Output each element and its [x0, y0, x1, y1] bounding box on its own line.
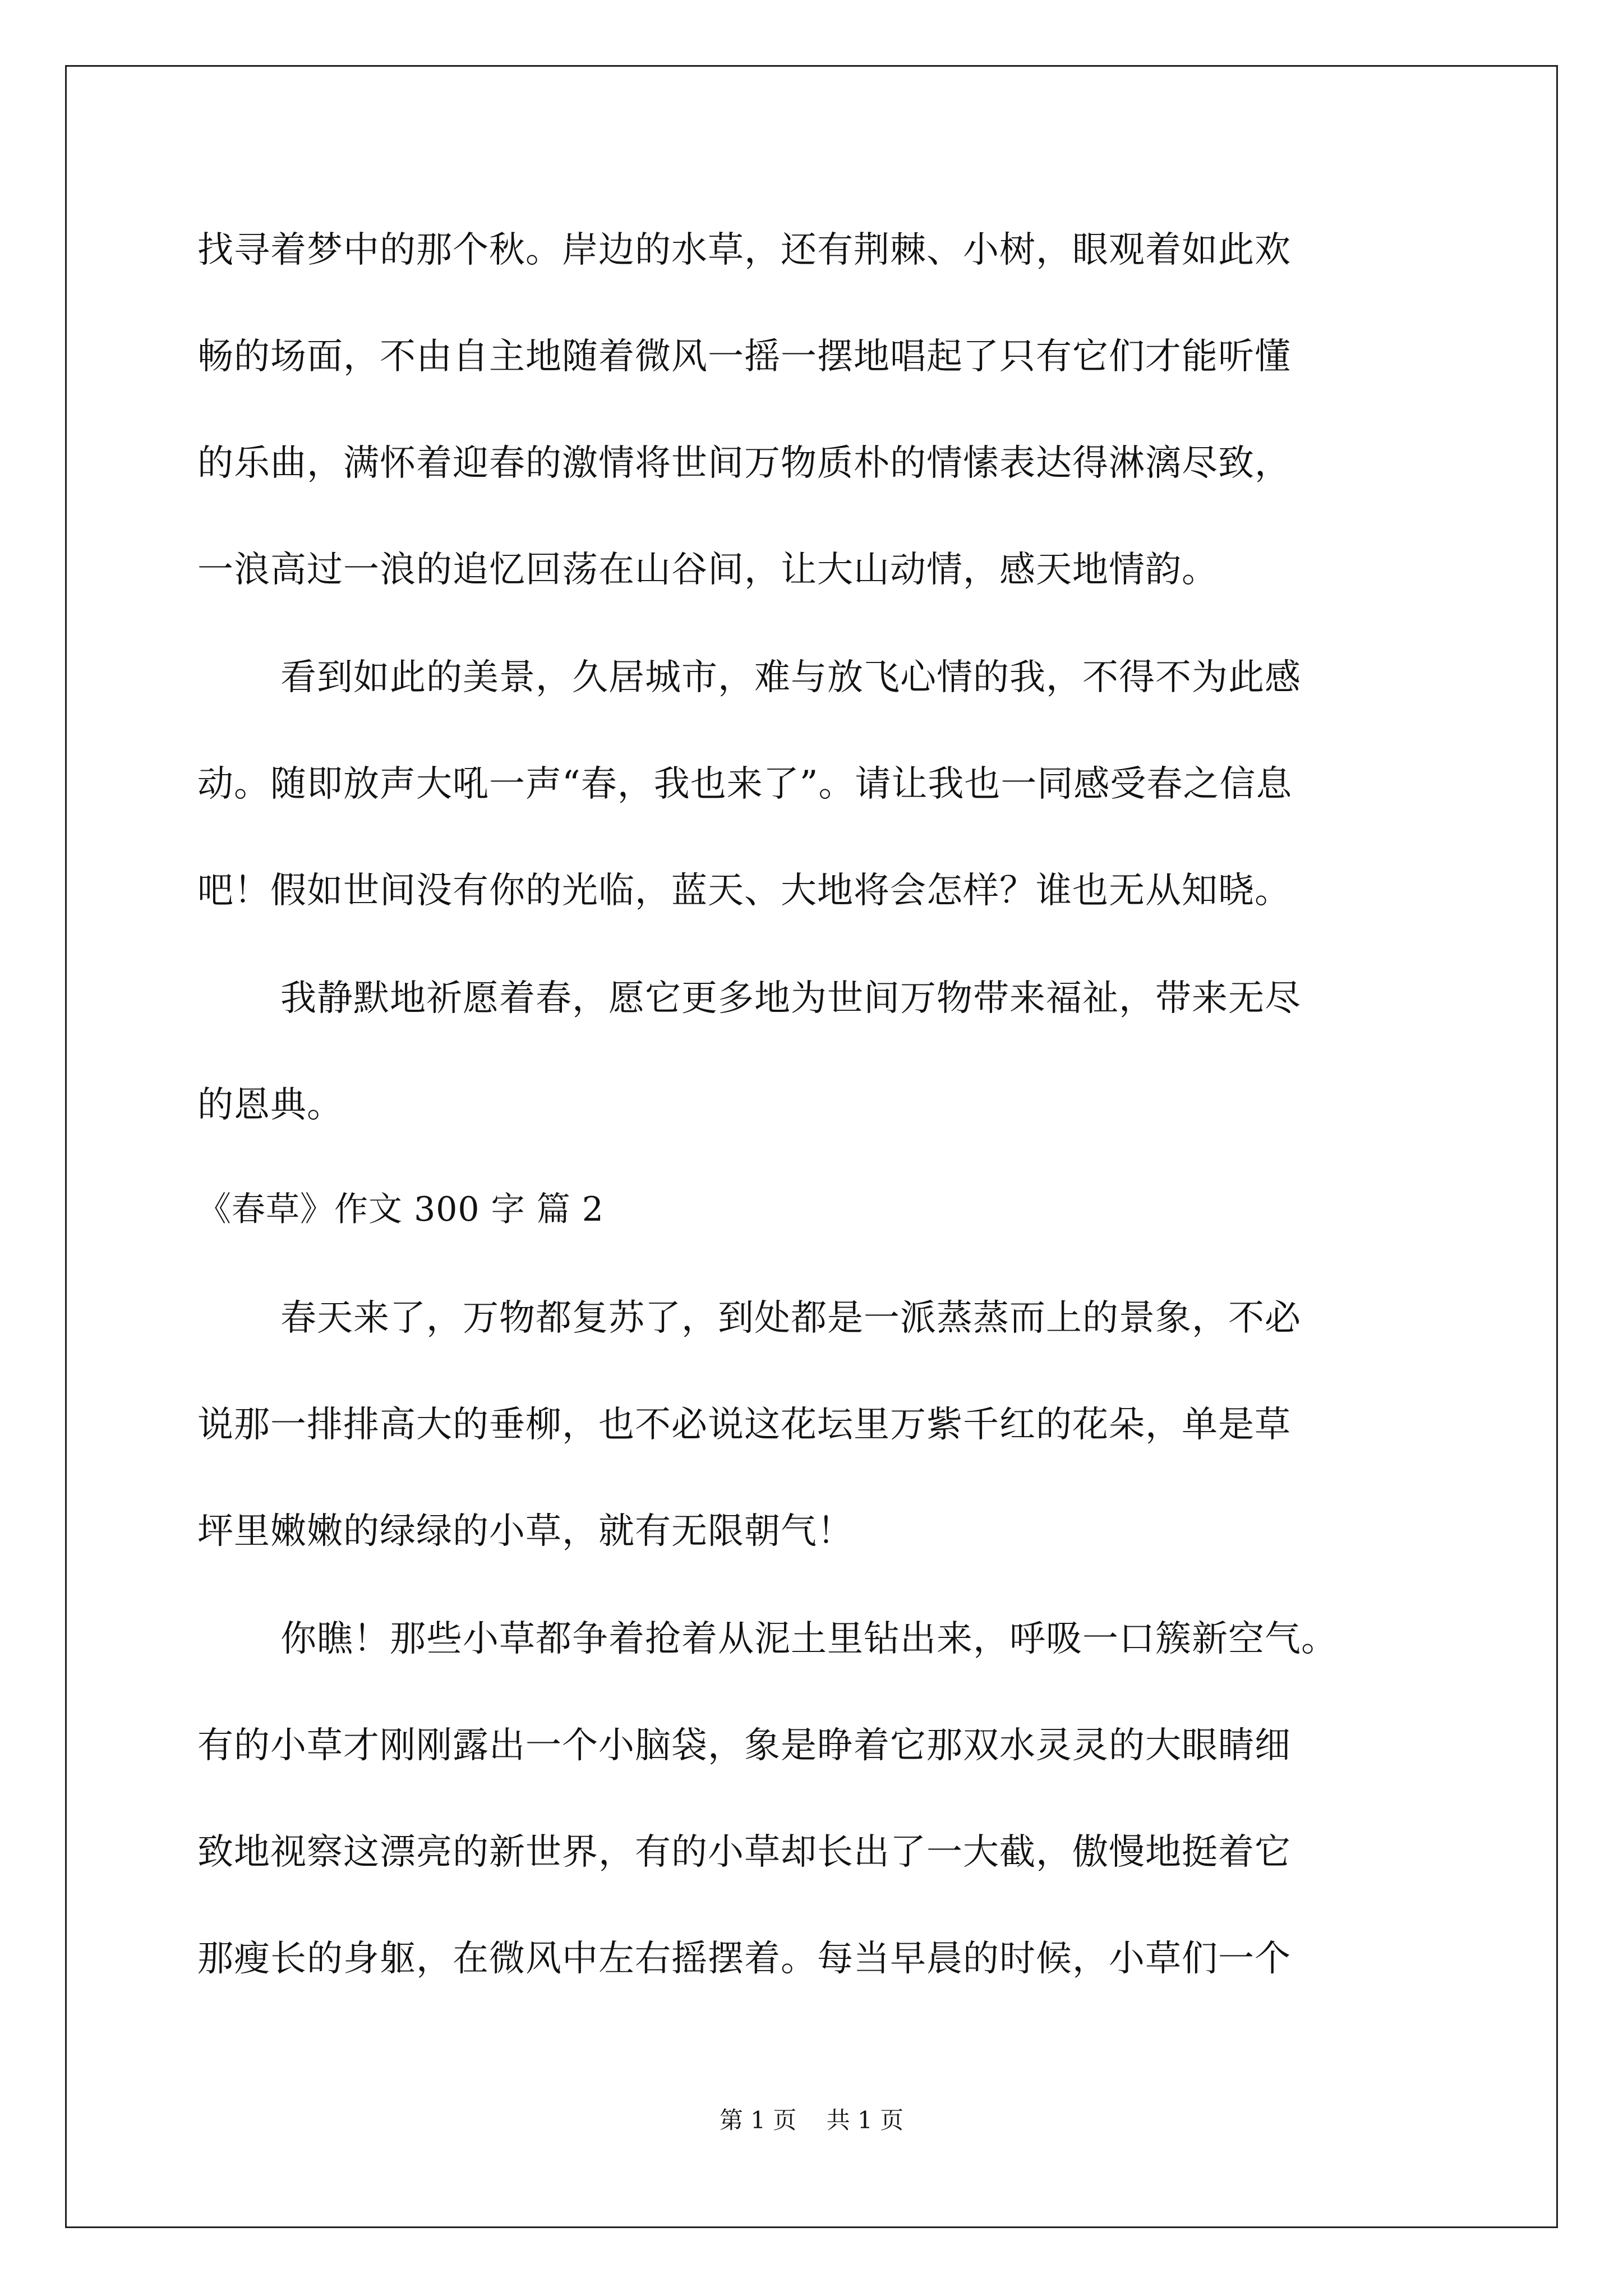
paragraph-line: 畅的场面，不由自主地随着微风一摇一摆地唱起了只有它们才能听懂	[197, 336, 1291, 378]
section-heading: 《春草》作文 300 字 篇 2	[197, 1190, 604, 1229]
paragraph-line: 的恩典。	[197, 1084, 343, 1126]
page-footer: 第 1 页 共 1 页	[719, 2106, 904, 2134]
paragraph-line: 春天来了，万物都复苏了，到处都是一派蒸蒸而上的景象，不必	[280, 1297, 1301, 1339]
paragraph-line: 有的小草才刚刚露出一个小脑袋，象是睁着它那双水灵灵的大眼睛细	[197, 1725, 1291, 1766]
paragraph-line: 坪里嫩嫩的绿绿的小草，就有无限朝气！	[197, 1511, 854, 1552]
paragraph-line: 吧！假如世间没有你的光临，蓝天、大地将会怎样？谁也无从知晓。	[197, 870, 1291, 912]
page-frame	[65, 65, 1558, 2228]
paragraph-line: 一浪高过一浪的追忆回荡在山谷间，让大山动情，感天地情韵。	[197, 549, 1218, 591]
paragraph-line: 我静默地祈愿着春，愿它更多地为世间万物带来福祉，带来无尽	[280, 978, 1301, 1019]
paragraph-line: 的乐曲，满怀着迎春的激情将世间万物质朴的情愫表达得淋漓尽致，	[197, 443, 1291, 484]
paragraph-line: 找寻着梦中的那个秋。岸边的水草，还有荆棘、小树，眼观着如此欢	[197, 229, 1291, 271]
paragraph-line: 看到如此的美景，久居城市，难与放飞心情的我，不得不为此感	[280, 657, 1301, 698]
paragraph-line: 动。随即放声大吼一声“春，我也来了”。请让我也一同感受春之信息	[197, 763, 1293, 805]
paragraph-line: 致地视察这漂亮的新世界，有的小草却长出了一大截，傲慢地挺着它	[197, 1832, 1291, 1873]
paragraph-line: 你瞧！那些小草都争着抢着从泥土里钻出来，呼吸一口簇新空气。	[280, 1618, 1338, 1660]
paragraph-line: 那瘦长的身躯，在微风中左右摇摆着。每当早晨的时候，小草们一个	[197, 1938, 1291, 1980]
paragraph-line: 说那一排排高大的垂柳，也不必说这花坛里万紫千红的花朵，单是草	[197, 1404, 1291, 1446]
